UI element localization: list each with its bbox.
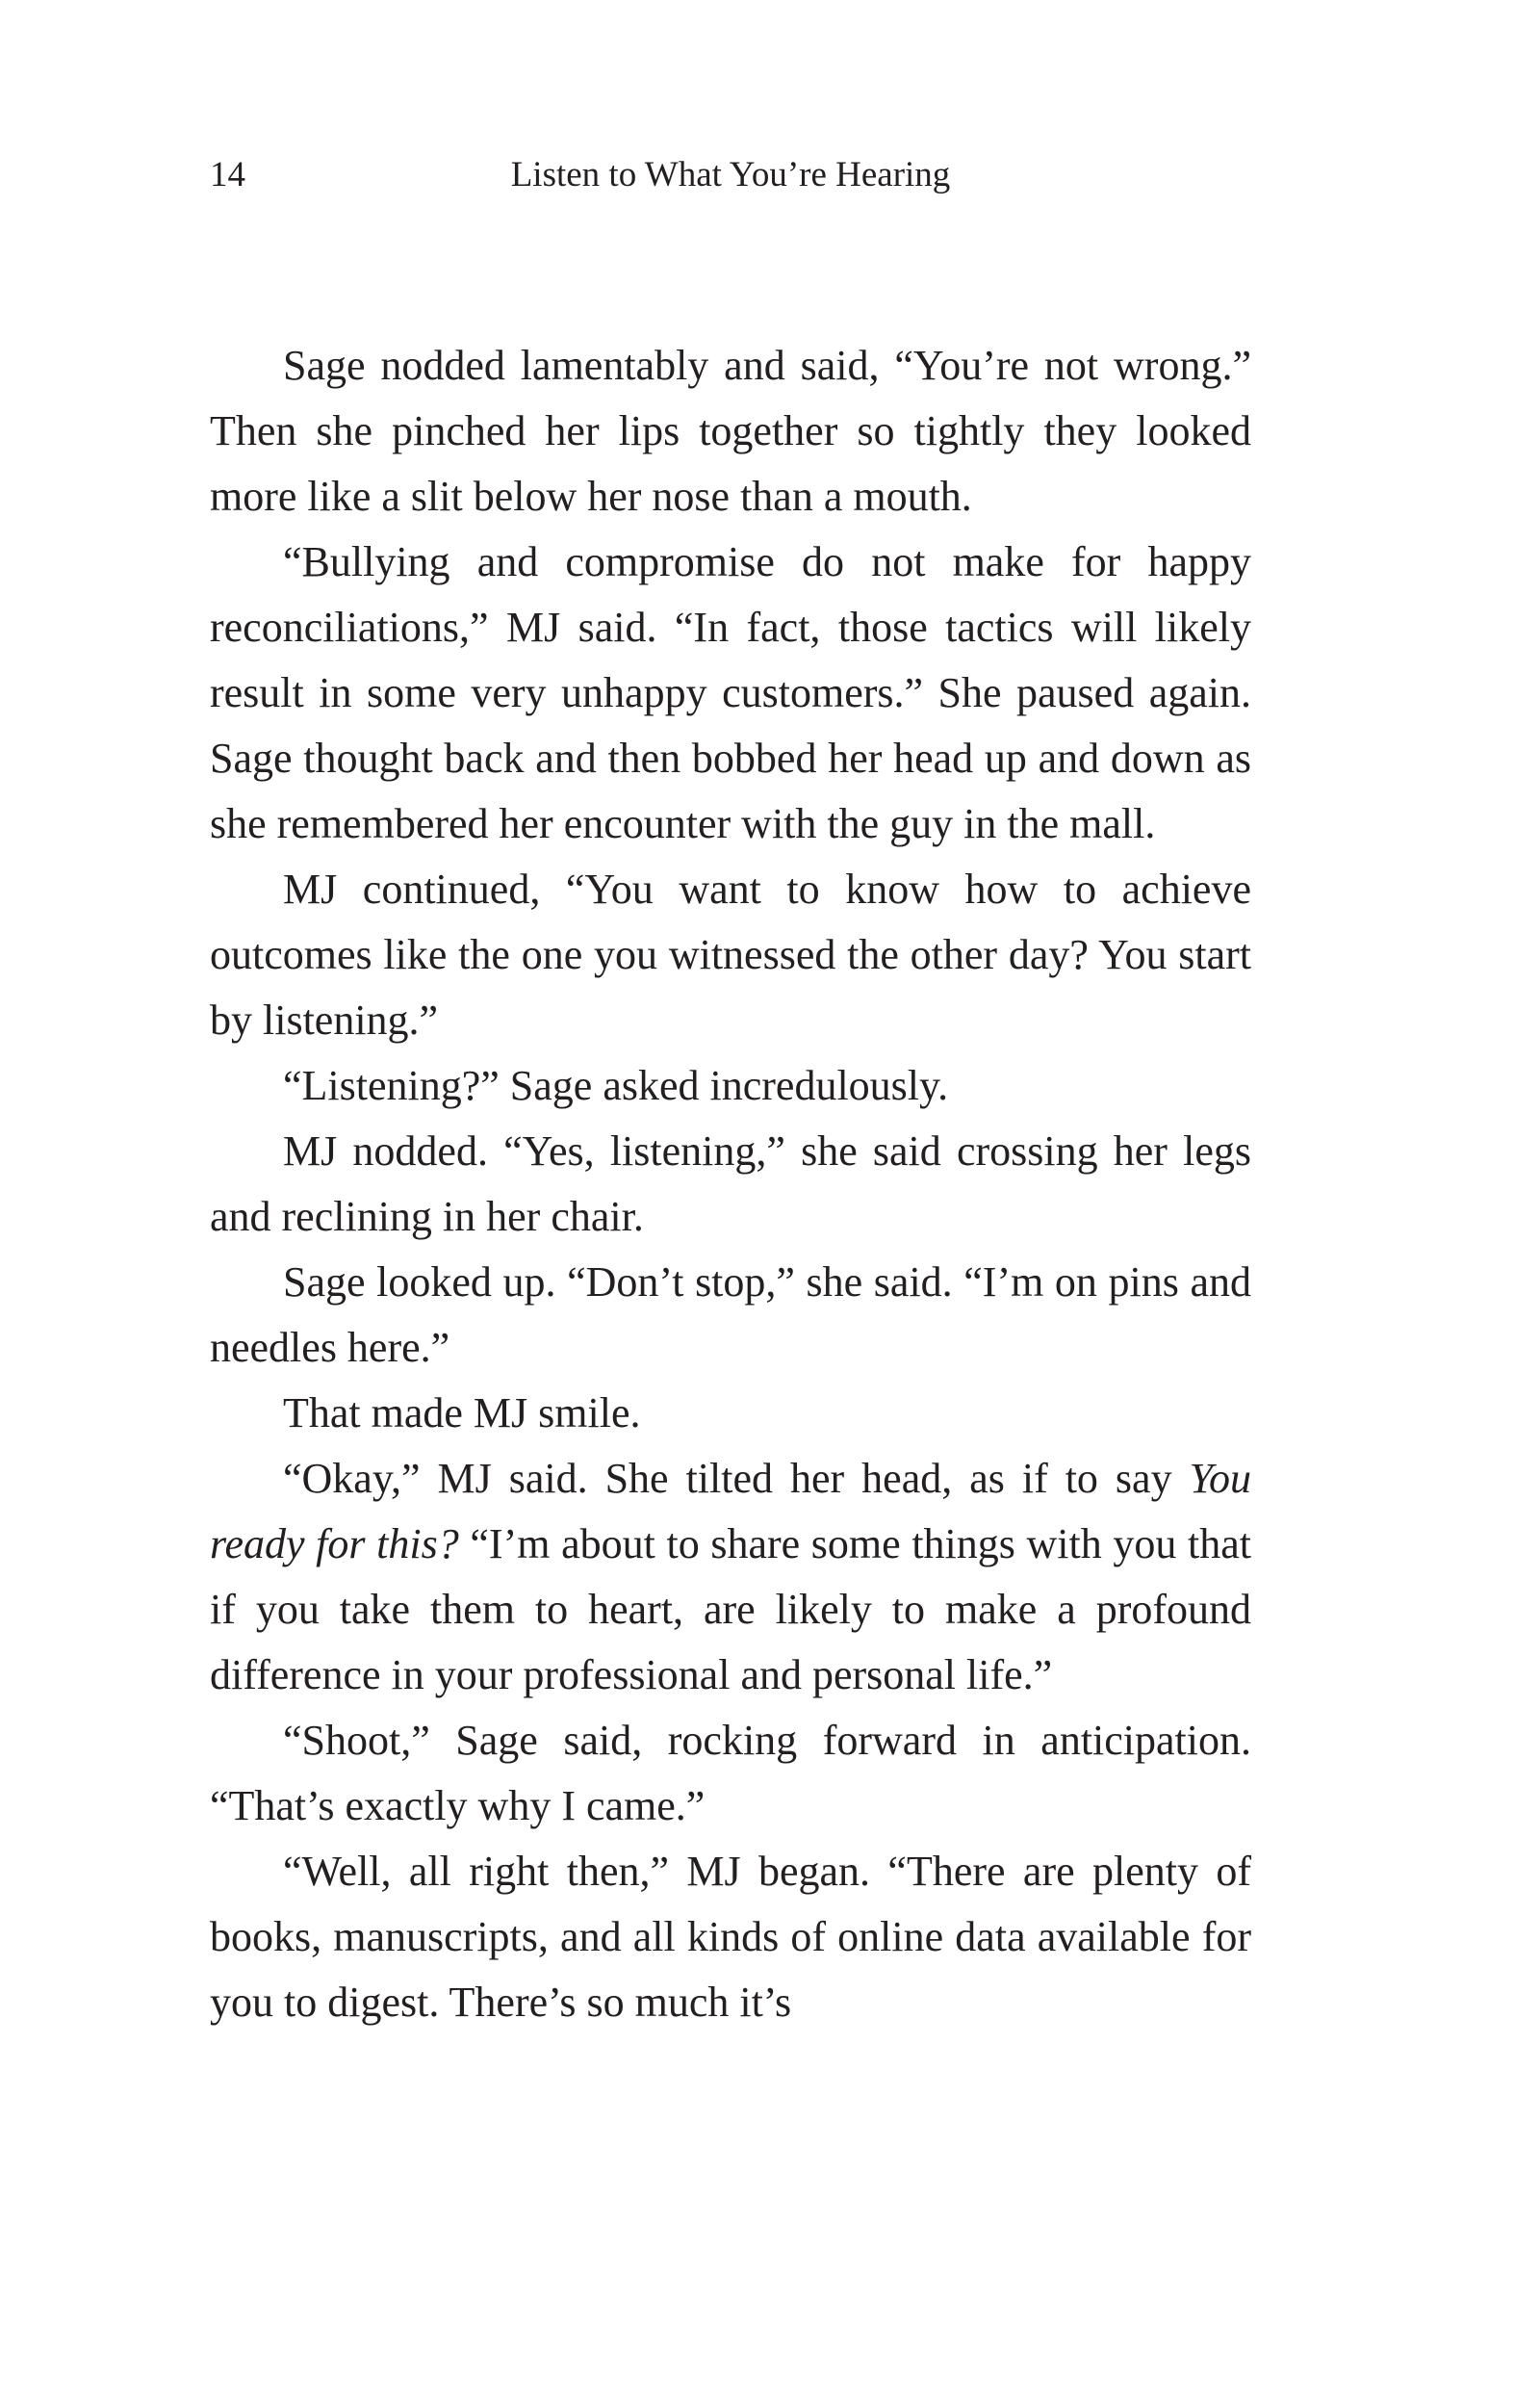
italic-aside: You ready for this? — [210, 1455, 1251, 1567]
page-number: 14 — [210, 155, 245, 194]
paragraph: MJ nodded. “Yes, listening,” she said crossing her legs and reclining in her chair. — [210, 1127, 1251, 1240]
paragraph — [210, 1446, 1251, 1708]
running-title: Listen to What You’re Hearing — [510, 155, 951, 194]
paragraph: Sage nodded lamentably and said, “You’re not wrong.” Then she pinched her lips together so tightly they looked more like a slit below her nose than a mouth. — [210, 342, 1251, 520]
body-text — [210, 333, 1251, 2035]
paragraph: “Bullying and compromise do not make for happy reconciliations,” MJ said. “In fact, those tactics will likely result in some very unhappy customers.” She paused again. Sage thought back and then bobbed her head up and down as she remembered her encounter with the guy in the mall. — [210, 538, 1251, 847]
paragraph: MJ continued, “You want to know how to achieve outcomes like the one you witnessed the other day? You start by listening.” — [210, 866, 1251, 1044]
paragraph-text: “I’m about to share some things with you that if you take them to heart, are likely to make a profound difference in your professional and personal life.” — [210, 1520, 1252, 1698]
paragraph: That made MJ smile. — [283, 1389, 641, 1436]
running-head — [210, 146, 1251, 204]
paragraph: “Well, all right then,” MJ began. “There are plenty of books, manuscripts, and all kinds of online data available for you to digest. There’s so much it’s — [210, 1848, 1251, 2026]
paragraph: “Listening?” Sage asked incredulously. — [283, 1062, 949, 1109]
paragraph: Sage looked up. “Don’t stop,” she said. “I’m on pins and needles here.” — [210, 1258, 1251, 1371]
paragraph-text: “Okay,” MJ said. She tilted her head, as if to say — [283, 1455, 1190, 1502]
paragraph: “Shoot,” Sage said, rocking forward in anticipation. “That’s exactly why I came.” — [210, 1717, 1251, 1829]
